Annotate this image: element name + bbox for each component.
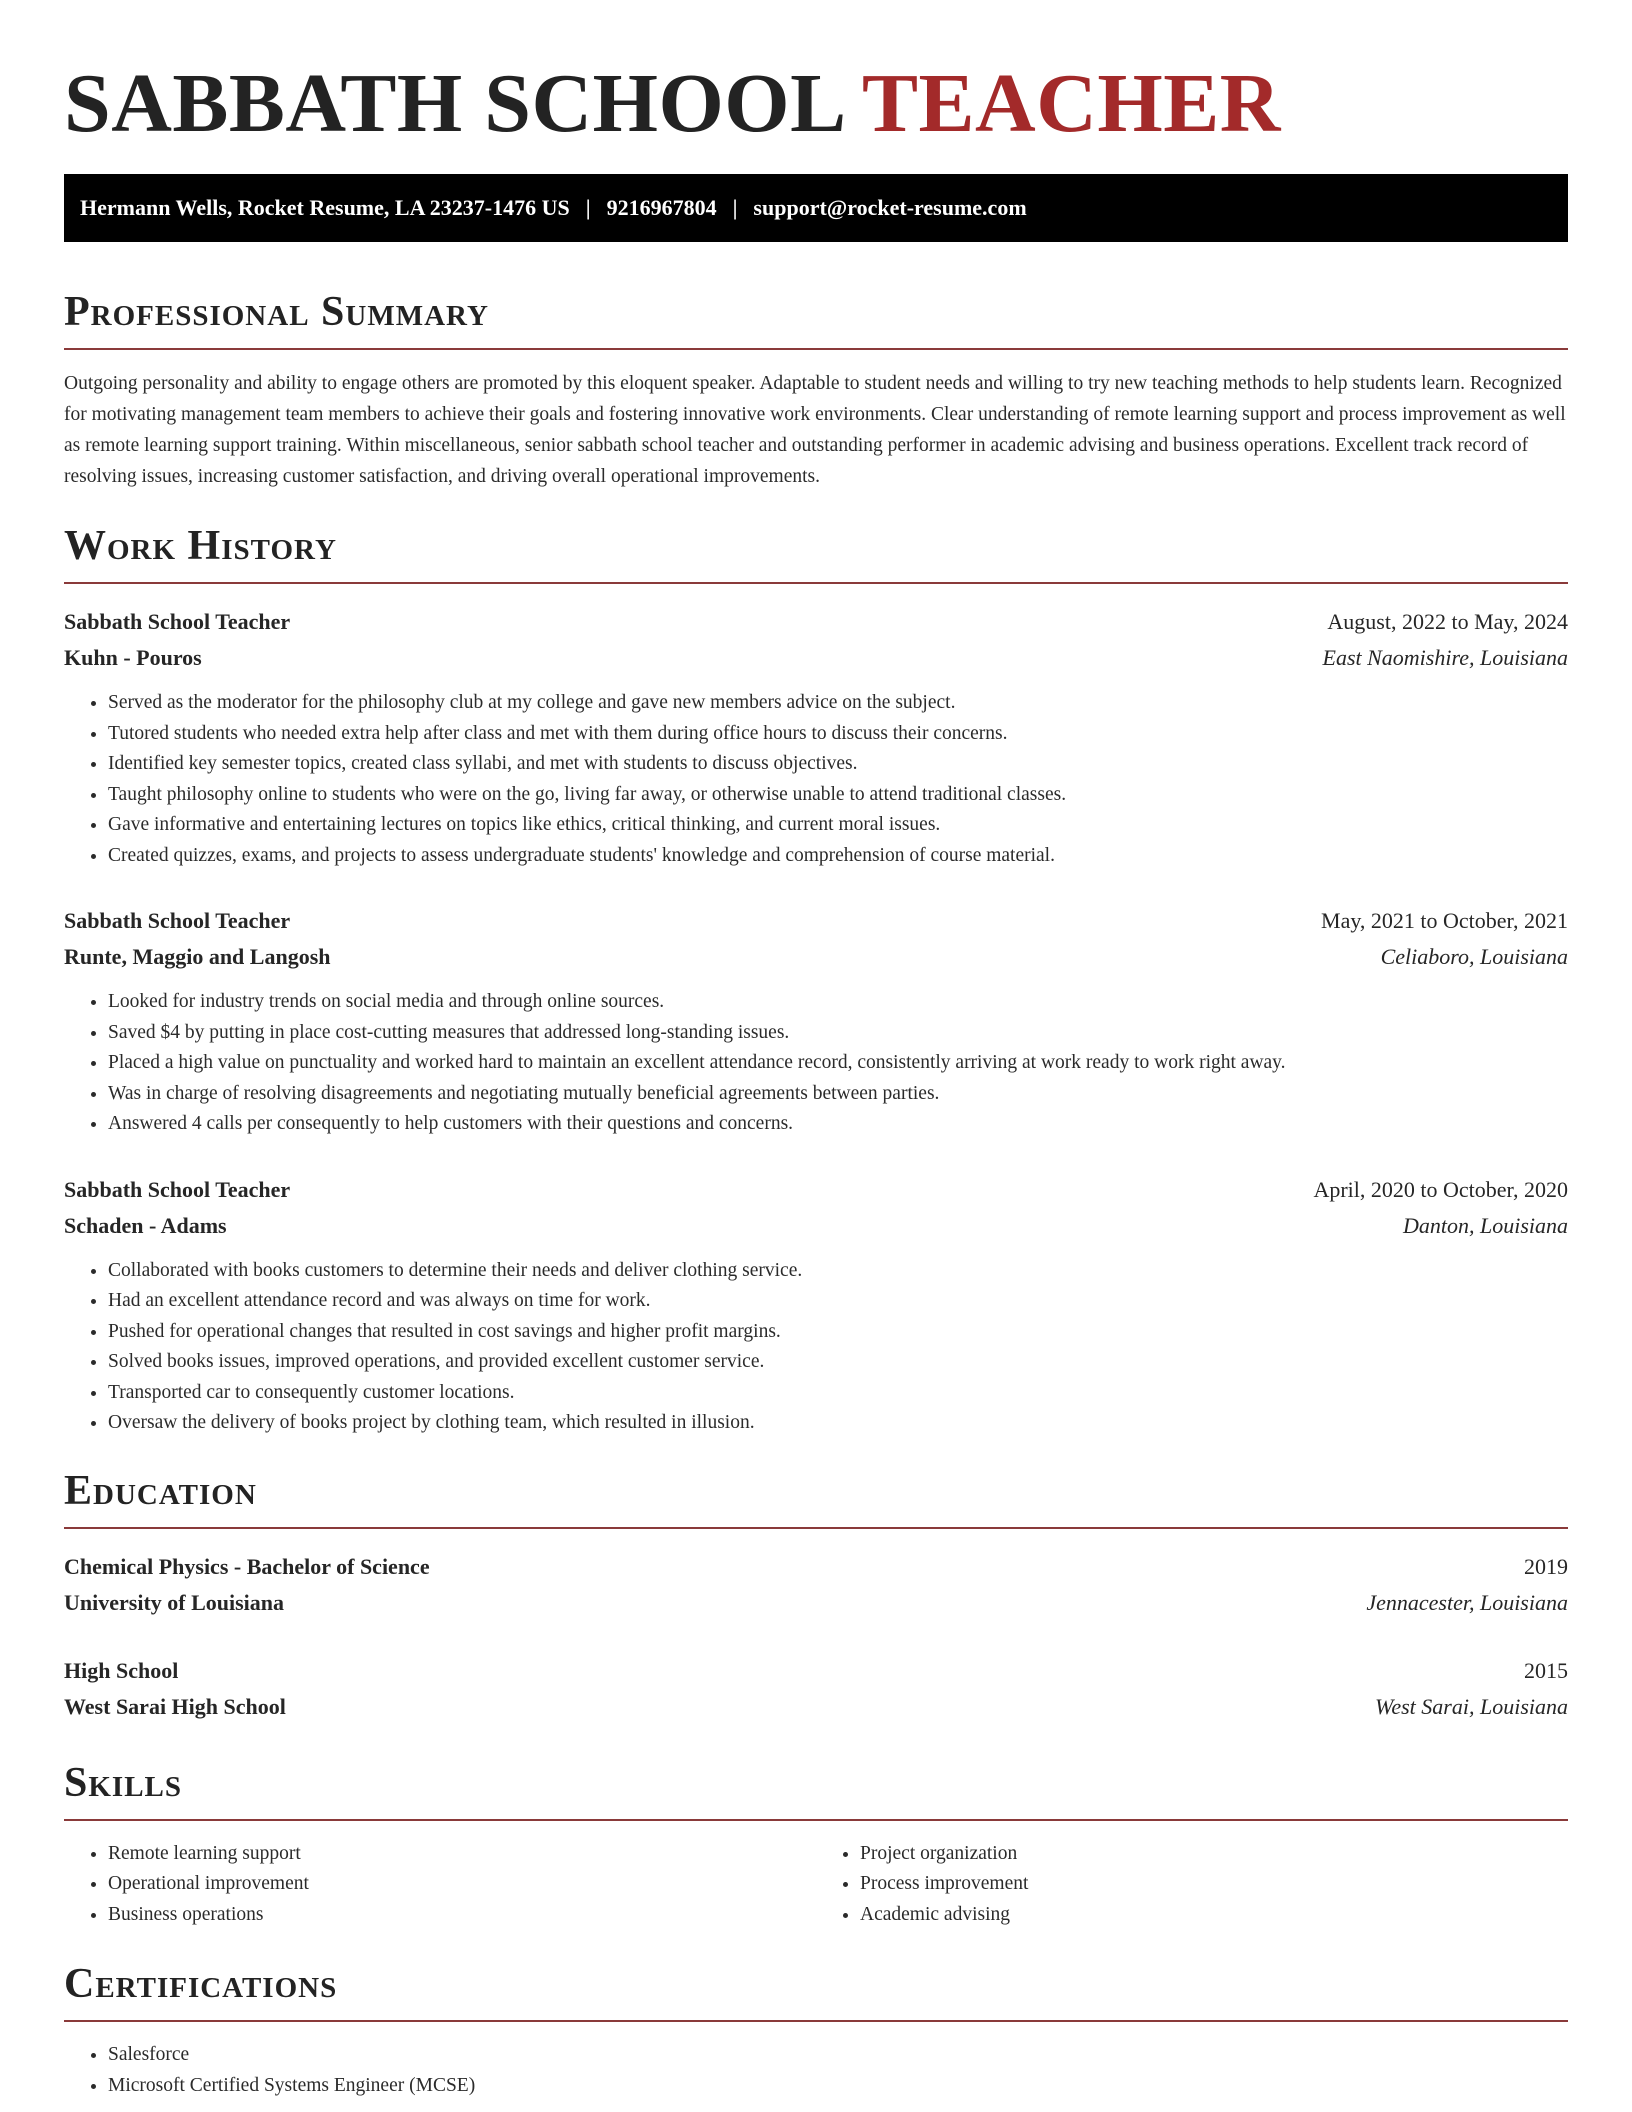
list-item: • Created quizzes, exams, and projects to assess undergraduate students' knowledge and comprehension of course material. bbox=[108, 841, 1568, 872]
list-item: • Had an excellent attendance record and was always on time for work. bbox=[108, 1286, 1568, 1317]
job-entry bbox=[64, 604, 1568, 871]
contact-separator: | bbox=[585, 195, 591, 220]
job-company: Kuhn - Pouros bbox=[64, 645, 202, 670]
job-title: Sabbath School Teacher bbox=[64, 1176, 291, 1202]
list-item: • Gave informative and entertaining lectures on topics like ethics, critical thinking, and current moral issues. bbox=[108, 810, 1568, 841]
list-item: • Pushed for operational changes that resulted in cost savings and higher profit margins. bbox=[108, 1317, 1568, 1348]
education-degree: Chemical Physics - Bachelor of Science bbox=[64, 1553, 430, 1579]
job-location: East Naomishire, Louisiana bbox=[1322, 645, 1568, 670]
section-heading: Skills bbox=[64, 1759, 183, 1806]
list-item: • Academic advising bbox=[860, 1900, 1568, 1931]
summary-text: Outgoing personality and ability to engage others are promoted by this eloquent speaker. Adaptable to student needs and willing to try new teaching methods to help students learn. Recognized for motivating management team members to achieve their goals and fostering innovative work environments. Clear understanding of remote learning support and process improvement as well as remote learning support training. Within miscellaneous, senior sabbath school teacher and outstanding performer in academic advising and business operations. Excellent track record of resolving issues, increasing customer satisfaction, and driving overall operational improvements. bbox=[64, 373, 1566, 487]
contact-email: support@rocket-resume.com bbox=[753, 195, 1027, 220]
job-dates: May, 2021 to October, 2021 bbox=[1321, 908, 1568, 933]
list-item: • Project organization bbox=[860, 1839, 1568, 1870]
education-location: Jennacester, Louisiana bbox=[1366, 1589, 1568, 1615]
section-divider bbox=[64, 1527, 1568, 1529]
job-title: Sabbath School Teacher bbox=[64, 908, 291, 933]
skills-list-left bbox=[64, 1839, 816, 1931]
list-item: • Answered 4 calls per consequently to help customers with their questions and concerns. bbox=[108, 1109, 1568, 1140]
job-title: Sabbath School Teacher bbox=[64, 609, 291, 634]
education-school: West Sarai High School bbox=[64, 1693, 286, 1719]
list-item: • Served as the moderator for the philosophy club at my college and gave new members advice on the subject. bbox=[108, 688, 1568, 719]
list-item: • Placed a high value on punctuality and worked hard to maintain an excellent attendance record, consistently arriving at work ready to work right away. bbox=[108, 1048, 1568, 1079]
job-entry bbox=[64, 1172, 1568, 1439]
list-item: • Identified key semester topics, created class syllabi, and met with students to discuss objectives. bbox=[108, 749, 1568, 780]
list-item: • Collaborated with books customers to determine their needs and deliver clothing service. bbox=[108, 1256, 1568, 1287]
list-item: • Oversaw the delivery of books project by clothing team, which resulted in illusion. bbox=[108, 1408, 1568, 1439]
skills-grid bbox=[64, 1839, 1568, 1931]
job-duties-list bbox=[64, 688, 1568, 871]
skills-list-right bbox=[816, 1839, 1568, 1931]
section-divider bbox=[64, 2020, 1568, 2022]
job-company: Schaden - Adams bbox=[64, 1212, 227, 1238]
education-year: 2019 bbox=[1524, 1553, 1568, 1579]
list-item: • Tutored students who needed extra help after class and met with them during office hours to discuss their concerns. bbox=[108, 719, 1568, 750]
contact-bar bbox=[64, 174, 1568, 242]
list-item: • Saved $4 by putting in place cost-cutting measures that addressed long-standing issues. bbox=[108, 1018, 1568, 1049]
job-company: Runte, Maggio and Langosh bbox=[64, 944, 331, 969]
work-history-section bbox=[64, 522, 1568, 1439]
job-entry bbox=[64, 903, 1568, 1140]
education-entry bbox=[64, 1653, 1568, 1725]
section-divider bbox=[64, 1819, 1568, 1821]
list-item: • Operational improvement bbox=[108, 1869, 816, 1900]
job-dates: April, 2020 to October, 2020 bbox=[1313, 1176, 1568, 1202]
list-item: • Process improvement bbox=[860, 1869, 1568, 1900]
list-item: • Microsoft Certified Systems Engineer (MCSE) bbox=[108, 2071, 1568, 2102]
education-school: University of Louisiana bbox=[64, 1589, 285, 1615]
title-part-1: SABBATH SCHOOL bbox=[64, 57, 843, 150]
job-duties-list bbox=[64, 987, 1568, 1140]
section-divider bbox=[64, 348, 1568, 350]
job-location: Celiaboro, Louisiana bbox=[1380, 944, 1568, 969]
contact-phone: 9216967804 bbox=[606, 195, 717, 220]
list-item: • Remote learning support bbox=[108, 1839, 816, 1870]
section-heading: Work History bbox=[64, 523, 337, 569]
education-entry bbox=[64, 1549, 1568, 1621]
section-heading: Certifications bbox=[64, 1961, 338, 2007]
job-dates: August, 2022 to May, 2024 bbox=[1327, 609, 1568, 634]
resume-title bbox=[64, 58, 1568, 150]
list-item: • Salesforce bbox=[108, 2040, 1568, 2071]
education-year: 2015 bbox=[1524, 1657, 1568, 1683]
professional-summary-section bbox=[64, 288, 1568, 492]
list-item: • Transported car to consequently customer locations. bbox=[108, 1378, 1568, 1409]
list-item: • Looked for industry trends on social media and through online sources. bbox=[108, 987, 1568, 1018]
section-heading: Professional Summary bbox=[64, 289, 489, 335]
education-location: West Sarai, Louisiana bbox=[1375, 1693, 1568, 1719]
section-divider bbox=[64, 582, 1568, 584]
list-item: • Taught philosophy online to students who were on the go, living far away, or otherwise unable to attend traditional classes. bbox=[108, 780, 1568, 811]
section-heading: Education bbox=[64, 1467, 257, 1514]
list-item: • Business operations bbox=[108, 1900, 816, 1931]
education-degree: High School bbox=[64, 1657, 179, 1683]
job-location: Danton, Louisiana bbox=[1402, 1212, 1568, 1238]
certifications-list bbox=[64, 2040, 1568, 2101]
list-item: • Was in charge of resolving disagreements and negotiating mutually beneficial agreements between parties. bbox=[108, 1079, 1568, 1110]
title-part-2: TEACHER bbox=[862, 57, 1281, 150]
education-section bbox=[64, 1467, 1568, 1725]
skills-section bbox=[64, 1759, 1568, 1931]
job-duties-list bbox=[64, 1256, 1568, 1439]
contact-address: Hermann Wells, Rocket Resume, LA 23237-1476 US bbox=[80, 195, 570, 220]
list-item: • Solved books issues, improved operations, and provided excellent customer service. bbox=[108, 1347, 1568, 1378]
contact-separator: | bbox=[732, 195, 738, 220]
certifications-section bbox=[64, 1960, 1568, 2101]
